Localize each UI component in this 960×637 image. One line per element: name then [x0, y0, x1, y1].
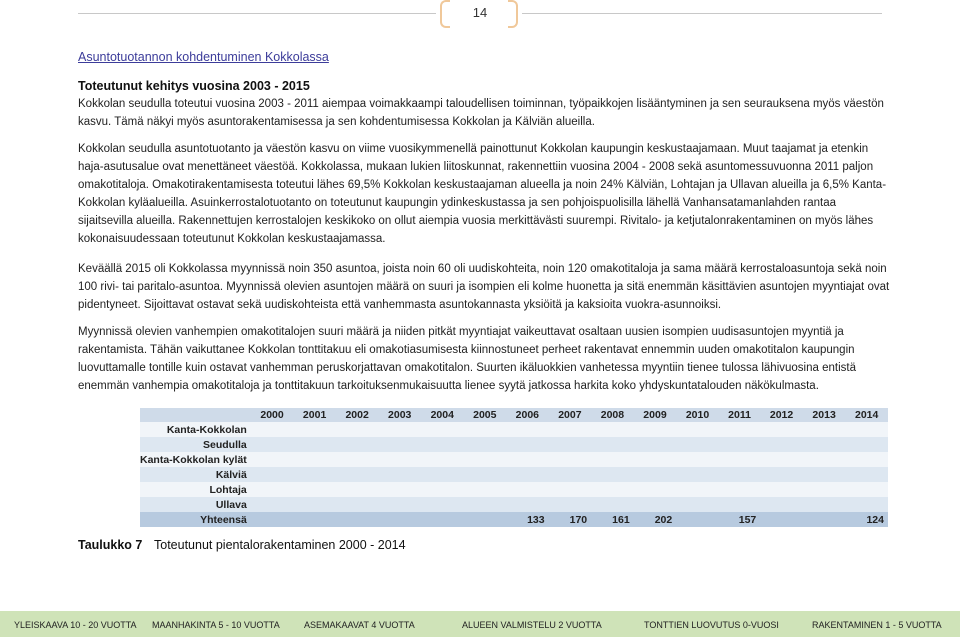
- table-cell: [634, 437, 677, 452]
- table-cell: [719, 482, 760, 497]
- table-cell: [421, 497, 464, 512]
- table-cell: [803, 497, 846, 512]
- footer-item-yleiskaava: YLEISKAAVA 10 - 20 VUOTTA: [14, 620, 137, 630]
- table-year-header: 2012: [760, 408, 803, 422]
- table-caption: [78, 538, 406, 552]
- table-year-header: 2011: [719, 408, 760, 422]
- table-cell: [719, 452, 760, 467]
- footer-item-luovutus: TONTTIEN LUOVUTUS 0-VUOSI: [644, 620, 779, 630]
- table-cell: [251, 497, 294, 512]
- table-cell: [251, 512, 294, 527]
- table-cell: [378, 512, 421, 527]
- table-cell: [293, 497, 336, 512]
- table-cell: [378, 467, 421, 482]
- table-header-row: [140, 408, 888, 422]
- table-cell: [549, 437, 592, 452]
- table-cell: [760, 422, 803, 437]
- table-caption-text: Toteutunut pientalorakentaminen 2000 - 2014: [154, 538, 406, 552]
- table-cell: [634, 452, 677, 467]
- section-title: Asuntotuotannon kohdentuminen Kokkolassa: [78, 50, 329, 64]
- table-row-label: Kanta-Kokkolan: [140, 422, 251, 437]
- table-total-row: [140, 512, 888, 527]
- table-cell: [251, 482, 294, 497]
- construction-table: [140, 408, 888, 527]
- table-cell: [506, 452, 549, 467]
- table-cell: [719, 497, 760, 512]
- table-cell: [845, 497, 888, 512]
- footer-item-asemakaavat: ASEMAKAAVAT 4 VUOTTA: [304, 620, 415, 630]
- table-cell: [464, 482, 507, 497]
- table-cell: [293, 467, 336, 482]
- table-cell: [251, 437, 294, 452]
- table-row: [140, 452, 888, 467]
- table-cell: [464, 512, 507, 527]
- table-cell: [464, 452, 507, 467]
- table-cell: [634, 422, 677, 437]
- table-cell: [760, 482, 803, 497]
- footer-item-valmistelu: ALUEEN VALMISTELU 2 VUOTTA: [462, 620, 602, 630]
- table-cell: [845, 452, 888, 467]
- footer-item-rakentaminen: RAKENTAMINEN 1 - 5 VUOTTA: [812, 620, 942, 630]
- page-number-brace-right-icon: [508, 0, 518, 28]
- table-cell: 133: [506, 512, 549, 527]
- table-cell: [378, 482, 421, 497]
- table-year-header: 2008: [591, 408, 634, 422]
- table-cell: [845, 437, 888, 452]
- table-caption-number: Taulukko 7: [78, 538, 143, 552]
- table-cell: [336, 512, 379, 527]
- table-cell: [760, 452, 803, 467]
- table-cell: [464, 497, 507, 512]
- table-row: [140, 437, 888, 452]
- table-row-label: Ullava: [140, 497, 251, 512]
- table-cell: [293, 482, 336, 497]
- table-cell: 202: [634, 512, 677, 527]
- table-cell: [378, 422, 421, 437]
- table-cell: [591, 422, 634, 437]
- table-cell: [464, 467, 507, 482]
- table-cell: [549, 482, 592, 497]
- table-cell: [591, 437, 634, 452]
- table-cell: [549, 497, 592, 512]
- table-cell: [719, 467, 760, 482]
- table-row: [140, 422, 888, 437]
- table-cell: [760, 437, 803, 452]
- table-year-header: 2004: [421, 408, 464, 422]
- table-year-header: 2003: [378, 408, 421, 422]
- table-row: [140, 467, 888, 482]
- page-number-brace-left-icon: [440, 0, 450, 28]
- table-row: [140, 482, 888, 497]
- table-cell: [293, 437, 336, 452]
- table-cell: [676, 437, 719, 452]
- table-cell: [336, 497, 379, 512]
- table-year-header: 2014: [845, 408, 888, 422]
- table-cell: [719, 437, 760, 452]
- table-cell: [549, 467, 592, 482]
- paragraph-3: Keväällä 2015 oli Kokkolassa myynnissä noin 350 asuntoa, joista noin 60 oli uudiskohteita, noin 120 omakotitaloja ja sama määrä kerrostaloasuntoja sekä noin 100 rivi- tai paritalo-asuntoa. Myynnissä olevien asuntojen määrä on suuri ja isompien eli kolme huonetta ja sitä enemmän käsittävien asuntojen myyntiajat ovat pidentyneet. Sijoittavat ostavat sekä uudiskohteista että vanhemmasta asuntokannasta yksiöitä ja kaksioita vuokra-asunnoiksi.: [78, 263, 890, 311]
- table-year-header: 2013: [803, 408, 846, 422]
- table-cell: [803, 512, 846, 527]
- table-cell: [760, 512, 803, 527]
- table-row-label: Yhteensä: [140, 512, 251, 527]
- table-cell: [336, 452, 379, 467]
- table-cell: [845, 422, 888, 437]
- table-cell: [421, 512, 464, 527]
- table-cell: [591, 467, 634, 482]
- table-cell: [676, 497, 719, 512]
- table-cell: [549, 452, 592, 467]
- table-cell: [506, 437, 549, 452]
- table-cell: [676, 512, 719, 527]
- table-cell: [591, 482, 634, 497]
- table-cell: [421, 452, 464, 467]
- table-cell: [591, 497, 634, 512]
- table-row-label: Seudulla: [140, 437, 251, 452]
- table-cell: [676, 452, 719, 467]
- header-rule-right: [522, 13, 882, 14]
- table-cell: [506, 497, 549, 512]
- table-cell: [378, 437, 421, 452]
- table-cell: [760, 467, 803, 482]
- table-cell: [251, 422, 294, 437]
- header-rule-left: [78, 13, 436, 14]
- table-year-header: 2007: [549, 408, 592, 422]
- table-cell: [464, 437, 507, 452]
- table-year-header: 2005: [464, 408, 507, 422]
- table-cell: [549, 422, 592, 437]
- footer-bar: [0, 611, 960, 637]
- table-cell: [676, 482, 719, 497]
- table-cell: [336, 467, 379, 482]
- table-cell: [464, 422, 507, 437]
- table-cell: [676, 422, 719, 437]
- table-year-header: 2006: [506, 408, 549, 422]
- table-cell: 157: [719, 512, 760, 527]
- table-cell: [719, 422, 760, 437]
- table-cell: [421, 482, 464, 497]
- table-cell: [676, 467, 719, 482]
- table-year-header: 2001: [293, 408, 336, 422]
- table-cell: [293, 452, 336, 467]
- table-row-label: Kanta-Kokkolan kylät: [140, 452, 251, 467]
- table-cell: [336, 482, 379, 497]
- table-cell: [421, 467, 464, 482]
- table-cell: [845, 467, 888, 482]
- table-cell: [251, 467, 294, 482]
- table-cell: [336, 422, 379, 437]
- table-cell: [336, 437, 379, 452]
- table-cell: 170: [549, 512, 592, 527]
- table-year-header: 2002: [336, 408, 379, 422]
- table-cell: 161: [591, 512, 634, 527]
- table-cell: [845, 482, 888, 497]
- table-cell: [634, 467, 677, 482]
- paragraph-2: Kokkolan seudulla asuntotuotanto ja väestön kasvu on viime vuosikymmenellä painottunut Kokkolan kaupungin keskustaajamaan. Muut taajamat ja etenkin haja-asutusalue ovat menettäneet väestöä. Kokkolassa, mukaan lukien liitoskunnat, rakennettiin vuosina 2004 - 2008 sekä asuntomessuvuonna 2011 paljon omakotitaloja. Omakotirakentamisesta toteutui lähes 69,5% Kokkolan keskustaajaman alueella ja noin 24% Kälviän, Lohtajan ja Ullavan alueilla ja 6,5% Kanta-Kokkolan kyläalueilla. Asuinkerrostalotuotanto on toteutunut kaupungin ydinkeskustassa ja sen pohjoispuolisilla lähellä Vanhansatamanlahden rantaa sijaitsevilla alueilla. Rakennettujen kerrostalojen keskikoko on ollut aiempia vuosia merkittävästi suurempi. Rivitalo- ja ketjutalonrakentaminen on myös lähes kokonaisuudessaan toteutunut Kokkolan keskustaajamassa.: [78, 143, 887, 245]
- table-cell: [421, 437, 464, 452]
- table-cell: [293, 422, 336, 437]
- table-cell: [378, 497, 421, 512]
- table-cell: 124: [845, 512, 888, 527]
- table-year-header: 2010: [676, 408, 719, 422]
- table-row-label: Kälviä: [140, 467, 251, 482]
- table-cell: [803, 437, 846, 452]
- table-cell: [803, 452, 846, 467]
- table-cell: [378, 452, 421, 467]
- table-cell: [803, 422, 846, 437]
- table-year-header: 2000: [251, 408, 294, 422]
- table-corner-cell: [140, 408, 251, 422]
- table-cell: [506, 422, 549, 437]
- table-cell: [760, 497, 803, 512]
- table-cell: [251, 452, 294, 467]
- page-number: 14: [472, 5, 488, 20]
- paragraph-4: Myynnissä olevien vanhempien omakotitalojen suuri määrä ja niiden pitkät myyntiajat vaikeuttavat osaltaan uusien isompien uudisasuntojen myyntiä ja rakentamista. Tähän vaikuttanee Kokkolan tonttitakuu eli omakotiasumisesta kiinnostuneet perheet rakentavat ennemmin uuden omakotitalon kaupungin luovuttamalle tontille kuin ostavat vanhemman peruskorjattavan omakotitalon. Suurten ikäluokkien vanhetessa myyntiin tienee tulossa lähivuosina entistä enemmän vanhempia omakotitaloja ja tonttitakuun tarkoituksenmukaisuutta lienee syytä jatkossa harkita koko yhdyskuntatalouden näkökulmasta.: [78, 326, 856, 392]
- section-subtitle: Toteutunut kehitys vuosina 2003 - 2015: [78, 79, 310, 93]
- table-cell: [591, 452, 634, 467]
- table-cell: [506, 482, 549, 497]
- footer-item-maanhakinta: MAANHAKINTA 5 - 10 VUOTTA: [152, 620, 280, 630]
- table-cell: [803, 482, 846, 497]
- table-cell: [506, 467, 549, 482]
- table-row-label: Lohtaja: [140, 482, 251, 497]
- table-cell: [634, 497, 677, 512]
- table-cell: [421, 422, 464, 437]
- table-cell: [293, 512, 336, 527]
- table-year-header: 2009: [634, 408, 677, 422]
- table-row: [140, 497, 888, 512]
- table-cell: [634, 482, 677, 497]
- table-cell: [803, 467, 846, 482]
- paragraph-1: Kokkolan seudulla toteutui vuosina 2003 - 2011 aiempaa voimakkaampi taloudellisen toiminnan, työpaikkojen lisääntyminen ja sen seurauksena myös väestön kasvu. Tämä näkyi myös asuntorakentamisessa ja sen kohdentumisessa Kokkolan ja Kälviän alueilla.: [78, 98, 884, 128]
